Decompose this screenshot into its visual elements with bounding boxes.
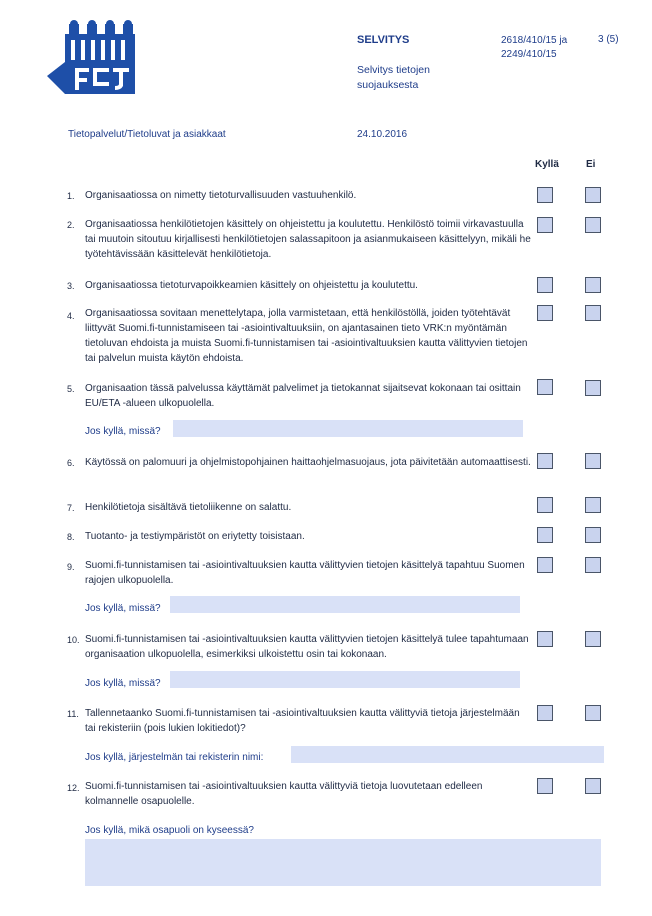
question-number: 12.: [67, 783, 80, 793]
column-header-yes: Kyllä: [535, 159, 559, 170]
yes-checkbox[interactable]: [537, 379, 553, 395]
document-title: SELVITYS: [357, 34, 410, 46]
question-text: Tuotanto- ja testiympäristöt on eriytetty toisistaan.: [85, 531, 305, 542]
question-text: Organisaatiossa tietoturvapoikkeamien käsittely on ohjeistettu ja koulutettu.: [85, 280, 418, 291]
question-text: Tallennetaanko Suomi.fi-tunnistamisen tai -asiointivaltuuksien kautta välittyviä tietoja järjestelmään tai rekisteriin (pois lukien lokitiedot)?: [85, 708, 520, 734]
question-text: Organisaation tässä palvelussa käyttämät palvelimet ja tietokannat sijaitsevat kokonaan tai osittain EU/ETA -alueen ulkopuolella.: [85, 383, 521, 409]
follow-up-input[interactable]: [291, 746, 604, 763]
question-number: 1.: [67, 191, 75, 201]
question-text: Organisaatiossa henkilötietojen käsittely on ohjeistettu ja koulutettu. Henkilöstö toimii virkavastuulla tai muutoin sitoutuu kirjallisesti henkilötietojen salassapitoon ja asianmukaiseen käsittelyyn, mikäli he työtehtävissään käsittelevät henkilötietoja.: [85, 219, 531, 260]
yes-checkbox[interactable]: [537, 527, 553, 543]
question-text: Suomi.fi-tunnistamisen tai -asiointivaltuuksien kautta välittyvien tietojen käsittelyä tapahtuu Suomen rajojen ulkopuolella.: [85, 560, 525, 586]
question-number: 6.: [67, 458, 75, 468]
question-number: 9.: [67, 562, 75, 572]
follow-up-label: Jos kyllä, mikä osapuoli on kyseessä?: [85, 825, 254, 836]
no-checkbox[interactable]: [585, 631, 601, 647]
yes-checkbox[interactable]: [537, 778, 553, 794]
question-number: 7.: [67, 503, 75, 513]
no-checkbox[interactable]: [585, 497, 601, 513]
no-checkbox[interactable]: [585, 527, 601, 543]
no-checkbox[interactable]: [585, 277, 601, 293]
follow-up-input[interactable]: [170, 596, 520, 613]
follow-up-label: Jos kyllä, missä?: [85, 678, 161, 689]
question-text: Käytössä on palomuuri ja ohjelmistopohjainen haittaohjelmasuojaus, jota päivitetään automaattisesti.: [85, 457, 531, 468]
document-subtitle: Selvitys tietojen suojauksesta: [357, 64, 430, 91]
question-number: 4.: [67, 311, 75, 321]
follow-up-textarea[interactable]: [85, 839, 601, 886]
department: Tietopalvelut/Tietoluvat ja asiakkaat: [68, 129, 226, 140]
question-text: Henkilötietoja sisältävä tietoliikenne on salattu.: [85, 502, 292, 513]
no-checkbox[interactable]: [585, 217, 601, 233]
no-checkbox[interactable]: [585, 187, 601, 203]
follow-up-input[interactable]: [173, 420, 523, 437]
document-date: 24.10.2016: [357, 129, 408, 140]
no-checkbox[interactable]: [585, 557, 601, 573]
question-number: 5.: [67, 384, 75, 394]
yes-checkbox[interactable]: [537, 453, 553, 469]
question-number: 3.: [67, 281, 75, 291]
yes-checkbox[interactable]: [537, 305, 553, 321]
reference-number: 2618/410/15 ja 2249/410/15: [501, 35, 568, 60]
yes-checkbox[interactable]: [537, 217, 553, 233]
yes-checkbox[interactable]: [537, 277, 553, 293]
follow-up-label: Jos kyllä, järjestelmän tai rekisterin nimi:: [85, 752, 264, 763]
question-text: Organisaatiossa on nimetty tietoturvallisuuden vastuuhenkilö.: [85, 190, 357, 201]
question-number: 10.: [67, 635, 80, 645]
column-header-no: Ei: [586, 159, 596, 170]
question-number: 8.: [67, 532, 75, 542]
follow-up-input[interactable]: [170, 671, 520, 688]
no-checkbox[interactable]: [585, 305, 601, 321]
question-text: Organisaatiossa sovitaan menettelytapa, jolla varmistetaan, että henkilöstöllä, joiden työtehtävät liittyvät Suomi.fi-tunnistamiseen tai -asiointivaltuuksiin, on ajantasainen tieto VRK:n myöntämän tietoluvan ehdoista ja muista Suomi.fi-tunnistamisen tai -asiointivaltuuksien kautta välittyvien tietojen tai palvelun muista käytön ehdoista.: [85, 308, 528, 364]
question-text: Suomi.fi-tunnistamisen tai -asiointivaltuuksien kautta välittyviä tietoja luovutetaan edelleen kolmannelle osapuolelle.: [85, 781, 483, 807]
question-text: Suomi.fi-tunnistamisen tai -asiointivaltuuksien kautta välittyvien tietojen käsittelyä tulee tapahtumaan organisaation ulkopuolella, esimerkiksi ulkoistettu osin tai kokonaan.: [85, 634, 529, 660]
no-checkbox[interactable]: [585, 453, 601, 469]
follow-up-label: Jos kyllä, missä?: [85, 426, 161, 437]
follow-up-label: Jos kyllä, missä?: [85, 603, 161, 614]
page-number: 3 (5): [598, 34, 619, 45]
organization-logo: [47, 18, 137, 98]
yes-checkbox[interactable]: [537, 705, 553, 721]
question-number: 11.: [67, 709, 79, 719]
no-checkbox[interactable]: [585, 778, 601, 794]
yes-checkbox[interactable]: [537, 557, 553, 573]
yes-checkbox[interactable]: [537, 631, 553, 647]
question-number: 2.: [67, 220, 75, 230]
no-checkbox[interactable]: [585, 705, 601, 721]
yes-checkbox[interactable]: [537, 187, 553, 203]
yes-checkbox[interactable]: [537, 497, 553, 513]
no-checkbox[interactable]: [585, 380, 601, 396]
